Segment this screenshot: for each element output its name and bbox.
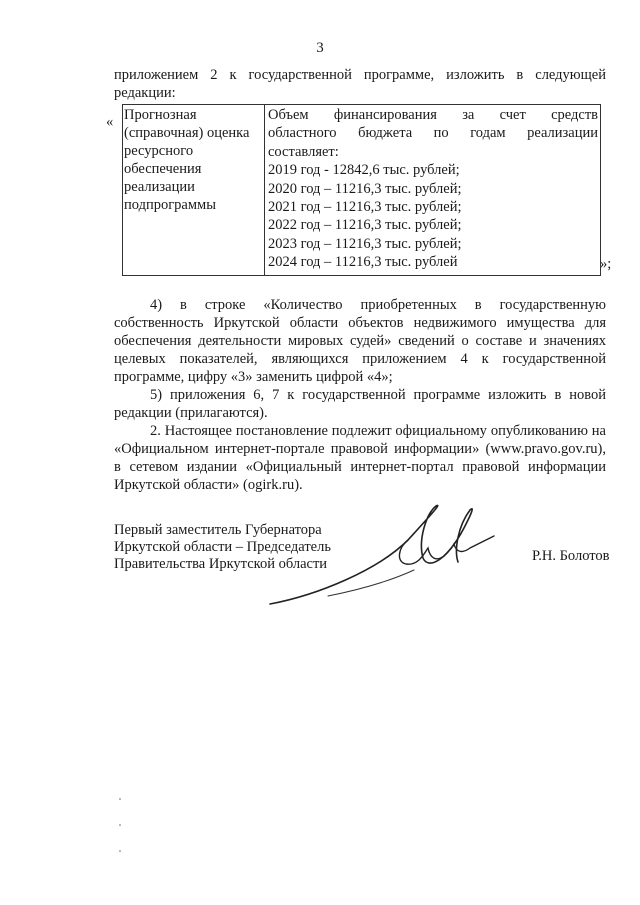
scan-artifact (118, 795, 122, 855)
funding-year-line: 2022 год – 11216,3 тыс. рублей; (268, 217, 462, 234)
signatory-title-line: Первый заместитель Губернатора (114, 522, 322, 538)
table-right-line: Объем финансирования за счет средств (268, 107, 598, 123)
funding-year-line: 2020 год – 11216,3 тыс. рублей; (268, 180, 462, 197)
paragraph: 4) в строке «Количество приобретенных в государственную собственность Иркутской области объектов недвижимого имущества для обеспечения деятельности мировых судей» сведений о составе и значениях целевых показателей, являющихся приложением 4 к государственной программе, цифру «3» заменить цифрой «4»; (114, 297, 606, 385)
funding-year-line: 2023 год – 11216,3 тыс. рублей; (268, 235, 462, 252)
table-left-line: подпрограммы (124, 197, 216, 213)
intro-line-2: редакции: (114, 85, 176, 101)
signatory-name: Р.Н. Болотов (532, 548, 610, 564)
funding-year-line: 2019 год - 12842,6 тыс. рублей; (268, 162, 460, 179)
body-text (114, 296, 606, 494)
table-column-divider (264, 104, 265, 276)
table-left-line: реализации (124, 179, 195, 195)
table-left-line: обеспечения (124, 161, 202, 177)
handwritten-signature (258, 500, 508, 610)
table-left-line: Прогнозная (124, 107, 197, 123)
intro-line-1: приложением 2 к государственной программе, изложить в следующей (114, 67, 606, 83)
table-right-line: составляет: (268, 143, 339, 160)
table-right-cell (268, 106, 598, 272)
table-left-line: ресурсного (124, 143, 194, 159)
page-number: 3 (316, 40, 324, 56)
funding-year-line: 2021 год – 11216,3 тыс. рублей; (268, 199, 462, 216)
intro-text (114, 66, 606, 102)
signatory-title-line: Правительства Иркутской области (114, 556, 328, 572)
table-quote-open: « (106, 114, 114, 130)
table-left-cell (124, 106, 262, 214)
signatory-title-line: Иркутской области – Председатель (114, 539, 331, 555)
paragraph: 2. Настоящее постановление подлежит официальному опубликованию на «Официальном интернет-портале правовой информации» (www.pravo.gov.ru), в сетевом издании «Официальный интернет-портал правовой информации Иркутской области» (ogirk.ru). (114, 423, 606, 493)
funding-year-line: 2024 год – 11216,3 тыс. рублей (268, 254, 458, 271)
table-left-line: (справочная) оценка (124, 125, 250, 141)
paragraph: 5) приложения 6, 7 к государственной программе изложить в новой редакции (прилагаются). (114, 387, 606, 421)
table-right-line: областного бюджета по годам реализации (268, 125, 598, 142)
table-quote-close: »; (600, 256, 612, 272)
